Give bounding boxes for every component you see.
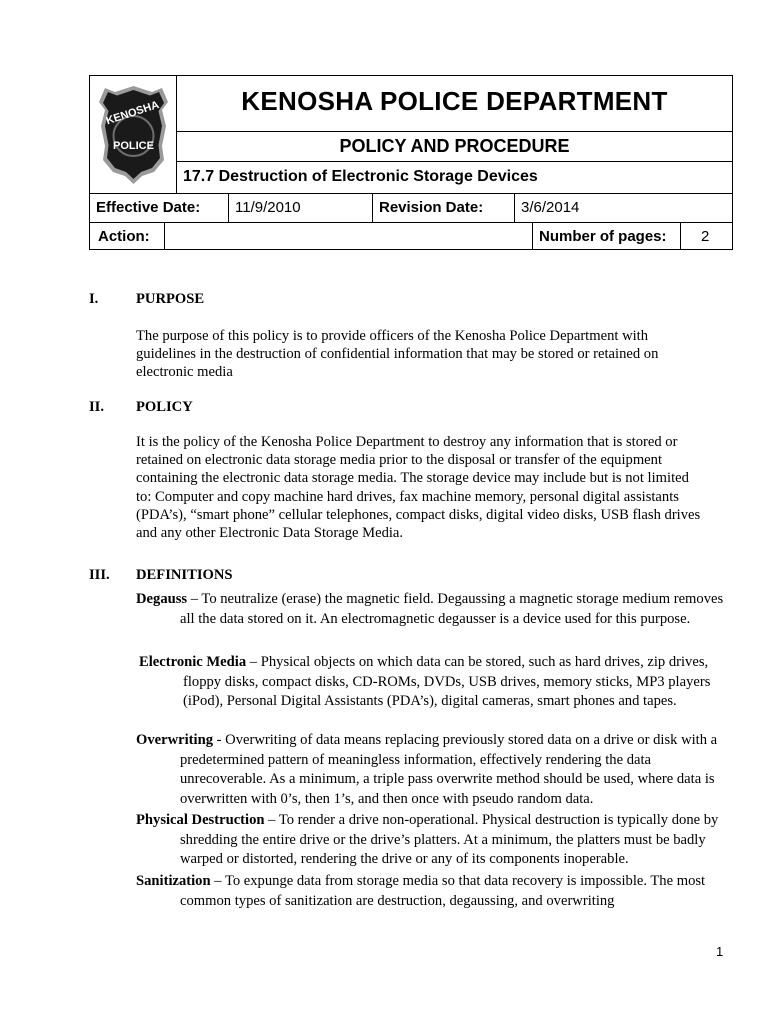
action-value [164, 223, 532, 250]
text-line: retained on electronic data storage media prior to the disposal or transfer of the equipment [136, 452, 662, 469]
text-line: electronic media [136, 364, 233, 381]
definition-degauss [136, 590, 730, 629]
police-badge-icon [90, 76, 177, 193]
definition-physical-destruction [136, 811, 730, 870]
definition-term: Physical Destruction [136, 812, 265, 828]
policy-paragraph [136, 433, 728, 542]
definition-term: Electronic Media [139, 654, 247, 670]
definition-term: Overwriting [136, 732, 214, 748]
text-line: (PDA’s), “smart phone” cellular telephones, compact disks, digital video disks, USB flash drives [136, 506, 701, 523]
section-heading-policy: POLICY [136, 399, 193, 415]
logo-top-text: KENOSHA [104, 98, 161, 128]
definition-text: – To neutralize (erase) the magnetic field. Degaussing a magnetic storage medium removes all the data stored on it. An electromagnetic degausser is a device used for this purpose. [180, 591, 724, 627]
header-topic-row [177, 162, 732, 193]
policy-topic: 17.7 Destruction of Electronic Storage Devices [183, 168, 538, 185]
header-title-row [177, 76, 732, 132]
pages-label: Number of pages: [532, 223, 680, 250]
purpose-paragraph [136, 327, 728, 382]
definition-term: Sanitization [136, 873, 211, 889]
effective-date-value: 11/9/2010 [228, 194, 372, 222]
revision-date-value: 3/6/2014 [514, 194, 732, 222]
section-heading-purpose: PURPOSE [136, 291, 205, 307]
definition-text: - Overwriting of data means replacing previously stored data on a drive or disk with a predetermined pattern of meaningless information, effectively rendering the data unrecoverable. As a minimum, a triple pass overwrite method should be used, where data is overwritten with 0’s, then 1’s, and then once with pseudo random data. [180, 732, 718, 807]
definition-overwriting [136, 731, 730, 809]
header-subtitle-row [177, 132, 732, 162]
text-line: containing the electronic data storage media. The storage device may include but is not limited [136, 470, 689, 487]
text-line: The purpose of this policy is to provide officers of the Kenosha Police Department with [136, 328, 649, 344]
text-line: It is the policy of the Kenosha Police Department to destroy any information that is stored or [136, 434, 678, 450]
effective-date-label: Effective Date: [96, 199, 201, 216]
action-label: Action: [98, 228, 150, 245]
text-line: guidelines in the destruction of confidential information that may be stored or retained on [136, 346, 659, 363]
section-number: II. [89, 399, 105, 415]
definition-text: – To expunge data from storage media so that data recovery is impossible. The most common types of sanitization are destruction, degaussing, and overwriting [180, 873, 706, 909]
pages-value: 2 [680, 223, 732, 250]
document-type: POLICY AND PROCEDURE [339, 136, 570, 156]
section-heading-definitions: DEFINITIONS [136, 567, 233, 583]
logo-bottom-text: POLICE [113, 140, 154, 152]
text-line: and any other Electronic Data Storage Media. [136, 525, 404, 542]
definition-sanitization [136, 872, 730, 911]
policy-header-table [89, 75, 733, 250]
department-title: KENOSHA POLICE DEPARTMENT [241, 86, 668, 116]
definition-text: – Physical objects on which data can be stored, such as hard drives, zip drives, floppy disks, compact disks, CD-ROMs, DVDs, USB drives, memory sticks, MP3 players (iPod), Personal Digital Assistants (PDA’s), digital cameras, smart phones and tapes. [183, 654, 711, 710]
header-dates-row [90, 193, 732, 223]
section-number: I. [89, 291, 99, 307]
section-number: III. [89, 567, 110, 583]
revision-date-label: Revision Date: [372, 194, 514, 222]
definition-term: Degauss [136, 591, 188, 607]
definition-electronic-media [139, 653, 733, 712]
text-line: to: Computer and copy machine hard drives, fax machine memory, personal digital assistants [136, 488, 679, 505]
logo-cell [90, 76, 177, 193]
definition-text: – To render a drive non-operational. Physical destruction is typically done by shredding the entire drive or the drive’s platters. At a minimum, the platters must be badly warped or distorted, rendering the drive or any of its components inoperable. [180, 812, 719, 868]
header-action-row [90, 223, 732, 250]
page-number: 1 [716, 944, 724, 959]
